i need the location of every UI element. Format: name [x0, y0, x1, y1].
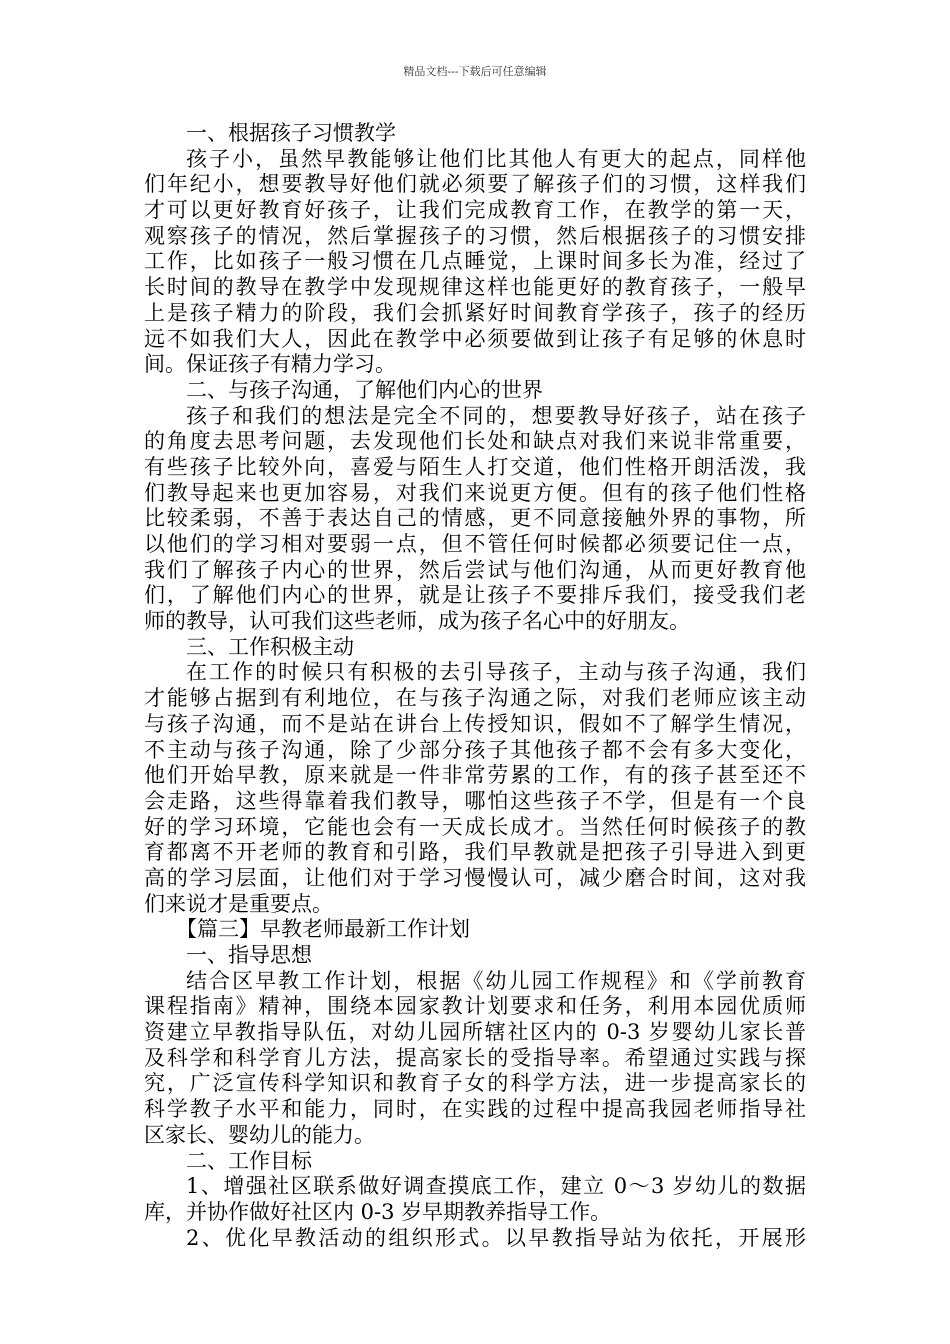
paragraph-line: 们教导起来也更加容易，对我们来说更方便。但有的孩子他们性格 — [144, 480, 806, 505]
paragraph-line: 师的教导，认可我们这些老师，成为孩子名心中的好朋友。 — [144, 609, 690, 634]
paragraph-line: 我们了解孩子内心的世界，然后尝试与他们沟通，从而更好教育他 — [144, 557, 806, 582]
paragraph-line: 才可以更好教育好孩子，让我们完成教育工作，在教学的第一天， — [144, 198, 806, 223]
paragraph-line: 远不如我们大人，因此在教学中必须要做到让孩子有足够的休息时 — [144, 326, 806, 351]
paragraph-line: 有些孩子比较外向，喜爱与陌生人打交道，他们性格开朗活泼，我 — [144, 454, 806, 479]
paragraph-line: 才能够占据到有利地位，在与孩子沟通之际，对我们老师应该主动 — [144, 686, 806, 711]
chapter-title: 【篇三】早教老师最新工作计划 — [176, 917, 470, 942]
paragraph-line: 他们开始早教，原来就是一件非常劳累的工作，有的孩子甚至还不 — [144, 763, 806, 788]
paragraph-line: 科学教子水平和能力，同时，在实践的过程中提高我园老师指导社 — [144, 1097, 806, 1122]
paragraph-line: 工作，比如孩子一般习惯在几点睡觉，上课时间多长为准，经过了 — [144, 249, 806, 274]
paragraph-line: 们来说才是重要点。 — [144, 891, 333, 916]
paragraph-line: 高的学习层面，让他们对于学习慢慢认可，减少磨合时间，这对我 — [144, 865, 806, 890]
section-heading: 一、根据孩子习惯教学 — [186, 121, 396, 145]
paragraph-line: 孩子小，虽然早教能够让他们比其他人有更大的起点，同样他 — [186, 146, 806, 171]
paragraph-line: 的角度去思考问题，去发现他们长处和缺点对我们来说非常重要， — [144, 429, 806, 454]
paragraph-line: 会走路，这些得靠着我们教导，哪怕这些孩子不学，但是有一个良 — [144, 788, 806, 813]
paragraph-line: 1、增强社区联系做好调查摸底工作，建立 0～3 岁幼儿的数据 — [186, 1174, 806, 1199]
paragraph-line: 2、优化早教活动的组织形式。以早教指导站为依托，开展形 — [186, 1225, 806, 1250]
paragraph-line: 上是孩子精力的阶段，我们会抓紧好时间教育学孩子，孩子的经历 — [144, 300, 806, 325]
paragraph-line: 比较柔弱，不善于表达自己的情感，更不同意接触外界的事物，所 — [144, 506, 806, 531]
paragraph-line: 区家长、婴幼儿的能力。 — [144, 1122, 375, 1147]
paragraph-line: 孩子和我们的想法是完全不同的，想要教导好孩子，站在孩子 — [186, 403, 806, 428]
paragraph-line: 及科学和科学育儿方法，提高家长的受指导率。希望通过实践与探 — [144, 1045, 806, 1070]
paragraph-line: 育都离不开老师的教育和引路，我们早教就是把孩子引导进入到更 — [144, 840, 806, 865]
paragraph-line: 好的学习环境，它能也会有一天成长成才。当然任何时候孩子的教 — [144, 814, 806, 839]
paragraph-line: 结合区早教工作计划，根据《幼儿园工作规程》和《学前教育 — [186, 968, 806, 993]
paragraph-line: 资建立早教指导队伍，对幼儿园所辖社区内的 0-3 岁婴幼儿家长普 — [144, 1020, 806, 1045]
section-heading: 一、指导思想 — [186, 943, 312, 967]
page-header: 精品文档---下载后可任意编辑 — [403, 65, 547, 78]
document-body — [144, 121, 806, 1251]
paragraph-line: 库，并协作做好社区内 0-3 岁早期教养指导工作。 — [144, 1199, 612, 1224]
paragraph-line: 们年纪小，想要教导好他们就必须要了解孩子们的习惯，这样我们 — [144, 172, 806, 197]
paragraph-line: 课程指南》精神，围绕本园家教计划要求和任务，利用本园优质师 — [144, 994, 806, 1019]
paragraph-line: 间。保证孩子有精力学习。 — [144, 352, 396, 377]
paragraph-line: 究，广泛宣传科学知识和教育子女的科学方法，进一步提高家长的 — [144, 1071, 806, 1096]
section-heading: 二、与孩子沟通，了解他们内心的世界 — [186, 377, 543, 402]
paragraph-line: 与孩子沟通，而不是站在讲台上传授知识，假如不了解学生情况， — [144, 711, 806, 736]
section-heading: 三、工作积极主动 — [186, 634, 354, 659]
section-heading: 二、工作目标 — [186, 1148, 312, 1173]
paragraph-line: 不主动与孩子沟通，除了少部分孩子其他孩子都不会有多大变化， — [144, 737, 806, 762]
paragraph-line: 们，了解他们内心的世界，就是让孩子不要排斥我们，接受我们老 — [144, 583, 806, 608]
paragraph-line: 以他们的学习相对要弱一点，但不管任何时候都必须要记住一点， — [144, 532, 806, 556]
paragraph-line: 在工作的时候只有积极的去引导孩子，主动与孩子沟通，我们 — [186, 660, 806, 685]
paragraph-line: 长时间的教导在教学中发现规律这样也能更好的教育孩子，一般早 — [144, 275, 806, 300]
paragraph-line: 观察孩子的情况，然后掌握孩子的习惯，然后根据孩子的习惯安排 — [144, 223, 806, 248]
